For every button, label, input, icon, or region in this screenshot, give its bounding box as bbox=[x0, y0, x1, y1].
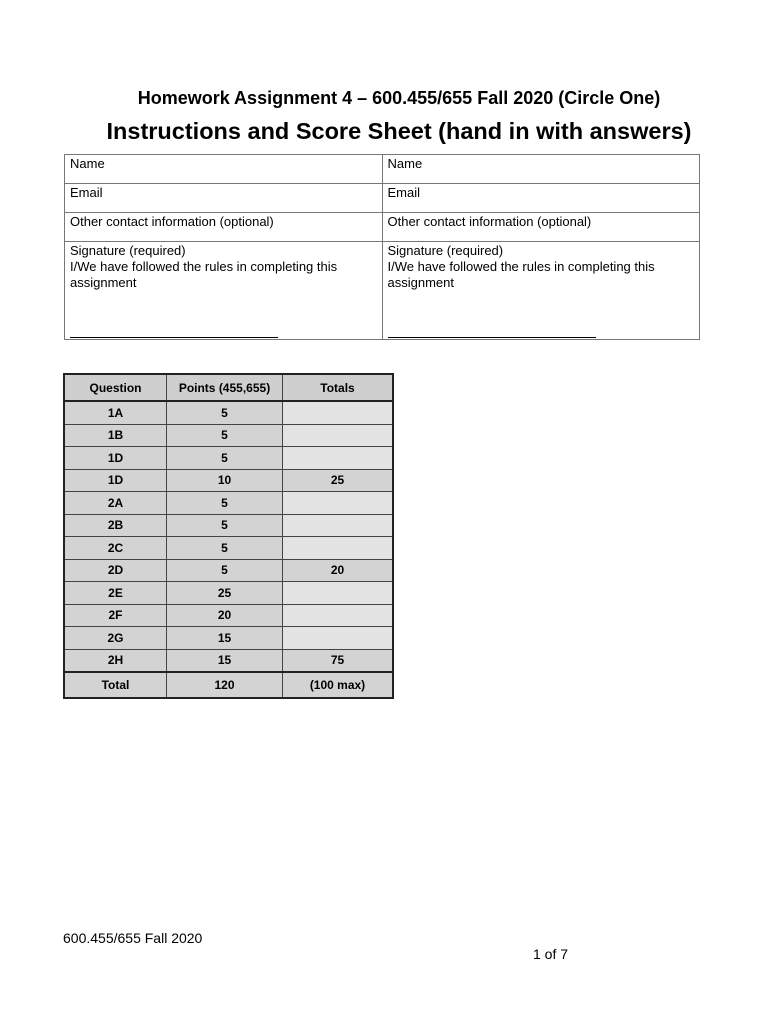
question-cell: 2D bbox=[64, 559, 167, 582]
assignment-title: Homework Assignment 4 – 600.455/655 Fall 2020 (Circle One) bbox=[137, 88, 661, 108]
table-row bbox=[64, 537, 393, 560]
table-row bbox=[64, 559, 393, 582]
points-cell: 20 bbox=[167, 604, 283, 627]
name-field-right[interactable] bbox=[382, 155, 700, 184]
table-row bbox=[64, 424, 393, 447]
question-cell: 1D bbox=[64, 447, 167, 470]
totals-cell[interactable] bbox=[283, 582, 394, 605]
signature-label: Signature (required) bbox=[387, 243, 504, 258]
footer-course: 600.455/655 Fall 2020 bbox=[63, 930, 203, 946]
question-cell: 2A bbox=[64, 492, 167, 515]
question-cell: 2F bbox=[64, 604, 167, 627]
question-cell: 1A bbox=[64, 401, 167, 424]
question-cell: 2C bbox=[64, 537, 167, 560]
totals-cell[interactable] bbox=[283, 401, 394, 424]
question-cell: 2E bbox=[64, 582, 167, 605]
sheet-title: Instructions and Score Sheet (hand in with answers) bbox=[106, 118, 692, 144]
totals-cell[interactable] bbox=[283, 537, 394, 560]
total-row bbox=[64, 672, 393, 698]
points-cell: 25 bbox=[167, 582, 283, 605]
points-cell: 5 bbox=[167, 559, 283, 582]
header-points: Points (455,655) bbox=[167, 374, 283, 401]
signature-field-right[interactable] bbox=[382, 242, 700, 340]
question-cell: 2H bbox=[64, 649, 167, 672]
signature-label: Signature (required) bbox=[70, 243, 186, 258]
total-label: Total bbox=[64, 672, 167, 698]
signature-line bbox=[388, 337, 596, 338]
header-question: Question bbox=[64, 374, 167, 401]
name-field-left[interactable] bbox=[65, 155, 383, 184]
rules-statement: I/We have followed the rules in completing this assignment bbox=[387, 259, 655, 290]
table-row bbox=[64, 469, 393, 492]
question-cell: 2G bbox=[64, 627, 167, 650]
points-cell: 5 bbox=[167, 514, 283, 537]
question-cell: 1B bbox=[64, 424, 167, 447]
points-cell: 10 bbox=[167, 469, 283, 492]
totals-cell[interactable] bbox=[283, 447, 394, 470]
table-row bbox=[64, 492, 393, 515]
score-table bbox=[63, 373, 394, 699]
email-label: Email bbox=[387, 185, 421, 200]
question-cell: 2B bbox=[64, 514, 167, 537]
table-row bbox=[64, 401, 393, 424]
points-cell: 5 bbox=[167, 492, 283, 515]
totals-cell[interactable] bbox=[283, 424, 394, 447]
name-label: Name bbox=[387, 156, 423, 171]
signature-field-left[interactable] bbox=[65, 242, 383, 340]
table-row bbox=[64, 604, 393, 627]
points-cell: 5 bbox=[167, 424, 283, 447]
totals-cell: 75 bbox=[283, 649, 394, 672]
other-contact-field-left[interactable] bbox=[65, 213, 383, 242]
totals-cell: 25 bbox=[283, 469, 394, 492]
other-contact-field-right[interactable] bbox=[382, 213, 700, 242]
points-cell: 15 bbox=[167, 627, 283, 650]
points-cell: 15 bbox=[167, 649, 283, 672]
page-number: 1 of 7 bbox=[533, 946, 569, 962]
other-contact-label: Other contact information (optional) bbox=[387, 214, 592, 229]
student-info-table bbox=[64, 154, 700, 340]
totals-cell[interactable] bbox=[283, 604, 394, 627]
table-row bbox=[64, 514, 393, 537]
header-totals: Totals bbox=[283, 374, 394, 401]
total-points: 120 bbox=[167, 672, 283, 698]
question-cell: 1D bbox=[64, 469, 167, 492]
totals-cell[interactable] bbox=[283, 627, 394, 650]
total-max: (100 max) bbox=[283, 672, 394, 698]
points-cell: 5 bbox=[167, 447, 283, 470]
points-cell: 5 bbox=[167, 401, 283, 424]
table-row bbox=[64, 447, 393, 470]
other-contact-label: Other contact information (optional) bbox=[70, 214, 274, 229]
table-row bbox=[64, 627, 393, 650]
totals-cell[interactable] bbox=[283, 514, 394, 537]
points-cell: 5 bbox=[167, 537, 283, 560]
signature-line bbox=[70, 337, 278, 338]
email-field-left[interactable] bbox=[65, 184, 383, 213]
table-row bbox=[64, 582, 393, 605]
totals-cell: 20 bbox=[283, 559, 394, 582]
name-label: Name bbox=[70, 156, 105, 171]
totals-cell[interactable] bbox=[283, 492, 394, 515]
email-field-right[interactable] bbox=[382, 184, 700, 213]
table-row bbox=[64, 649, 393, 672]
email-label: Email bbox=[70, 185, 103, 200]
rules-statement: I/We have followed the rules in completing this assignment bbox=[70, 259, 338, 290]
